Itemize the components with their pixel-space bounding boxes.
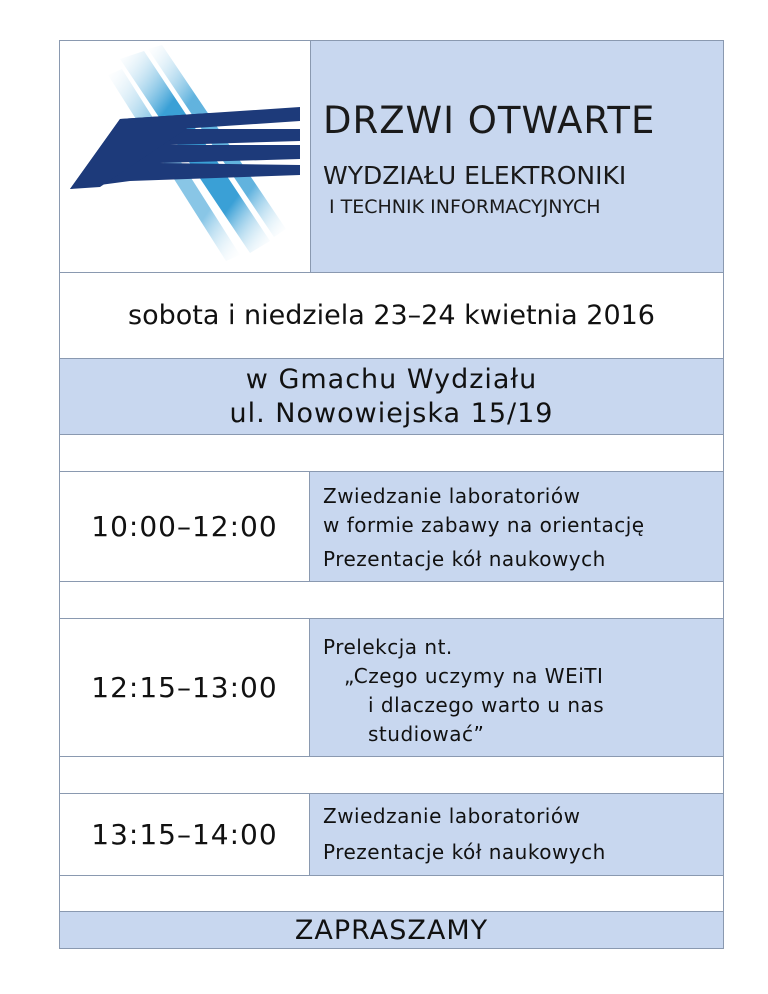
- event-date: sobota i niedziela 23–24 kwietnia 2016: [128, 300, 655, 331]
- description-line: i dlaczego warto u nas: [368, 693, 605, 717]
- description-line: Prelekcja nt.: [323, 635, 453, 659]
- faculty-name-line1: WYDZIAŁU ELEKTRONIKI: [323, 161, 627, 190]
- spacer-row: [60, 876, 723, 912]
- schedule-row: [60, 619, 723, 757]
- spacer-row: [60, 582, 723, 619]
- spacer-row: [60, 435, 723, 472]
- description-line: Prezentacje kół naukowych: [323, 840, 606, 864]
- description-line: „Czego uczymy na WEiTI: [344, 664, 604, 688]
- time-slot: 13:15–14:00: [60, 794, 310, 875]
- time-slot: 10:00–12:00: [60, 472, 310, 581]
- slot-description: [310, 794, 723, 875]
- weiti-logo-icon: [60, 41, 310, 272]
- faculty-name-line2: I TECHNIK INFORMACYJNYCH: [329, 196, 601, 218]
- slot-description: [310, 472, 723, 581]
- logo-cell: [60, 41, 311, 272]
- description-line: Zwiedzanie laboratoriów: [323, 484, 581, 508]
- description-line: w formie zabawy na orientację: [323, 513, 645, 537]
- schedule-row: [60, 472, 723, 582]
- description-line: Zwiedzanie laboratoriów: [323, 804, 581, 828]
- spacer-row: [60, 757, 723, 794]
- description-line: Prezentacje kół naukowych: [323, 547, 606, 571]
- location-address: ul. Nowowiejska 15/19: [229, 397, 554, 429]
- location-building: w Gmachu Wydziału: [245, 363, 538, 395]
- invitation-text: ZAPRASZAMY: [294, 914, 489, 946]
- footer-row: [60, 912, 723, 948]
- location-row: [60, 359, 723, 435]
- header-row: [60, 41, 723, 273]
- schedule-row: [60, 794, 723, 876]
- date-row: [60, 273, 723, 359]
- title-cell: [311, 41, 723, 272]
- poster-frame: [59, 40, 724, 949]
- description-line: studiować”: [368, 722, 485, 746]
- time-slot: 12:15–13:00: [60, 619, 310, 756]
- slot-description: [310, 619, 723, 756]
- page-title: DRZWI OTWARTE: [323, 99, 656, 142]
